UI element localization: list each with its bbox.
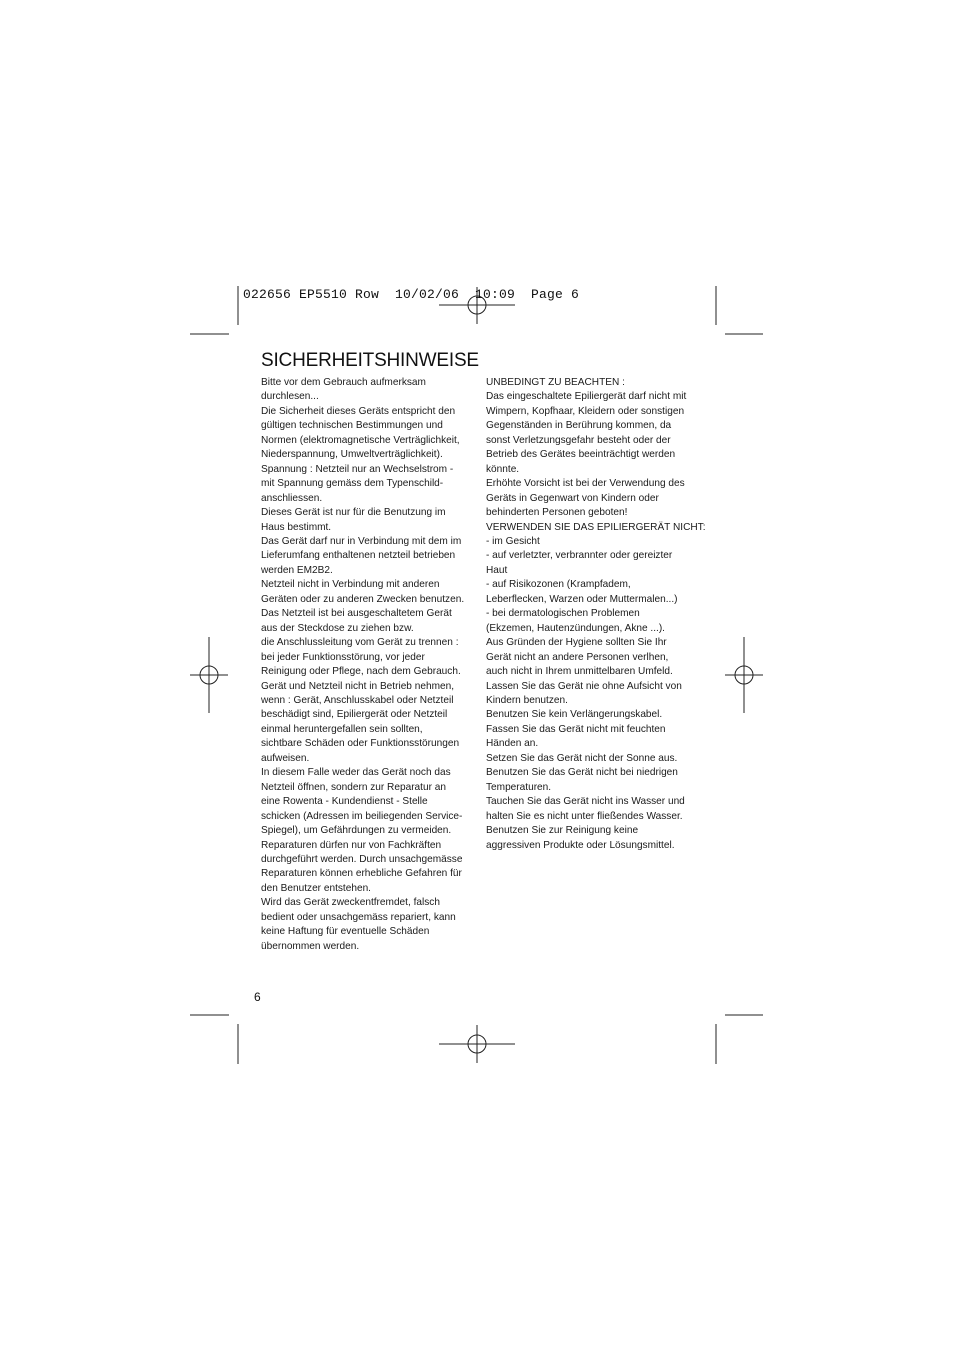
text-line: - auf Risikozonen (Krampfadem, — [486, 579, 631, 591]
text-line: VERWENDEN SIE DAS EPILIERGERÄT NICHT: — [486, 521, 706, 533]
text-line: durchlesen... — [261, 391, 319, 403]
text-line: bei jeder Funktionsstörung, vor jeder — [261, 651, 425, 663]
text-line: eine Rowenta - Kundendienst - Stelle — [261, 796, 428, 808]
text-line: Spiegel), um Gefährdungen zu vermeiden. — [261, 825, 452, 837]
text-line: Kindern benutzen. — [486, 694, 568, 706]
text-line: wenn : Gerät, Anschlusskabel oder Netzteil — [261, 694, 454, 706]
text-line: halten Sie es nicht unter fließendes Wasser. — [486, 810, 683, 822]
text-line: Geräten oder zu anderen Zwecken benutzen. — [261, 593, 465, 605]
text-line: beschädigt sind, Epiliergerät oder Netzteil — [261, 709, 448, 721]
text-line: aufweisen. — [261, 752, 310, 764]
text-line: - im Gesicht — [486, 535, 540, 547]
text-line: Gerät und Netzteil nicht in Betrieb nehmen, — [261, 680, 455, 692]
text-line: gültigen technischen Bestimmungen und — [261, 420, 443, 432]
text-line: einmal heruntergefallen sein sollten, — [261, 723, 423, 735]
text-line: Niederspannung, Umweltverträglichkeit). — [261, 449, 443, 461]
text-line: Fassen Sie das Gerät nicht mit feuchten — [486, 723, 666, 735]
text-line: Haut — [486, 564, 508, 576]
text-line: Temperaturen. — [486, 781, 552, 793]
text-line: anschliessen. — [261, 492, 323, 504]
text-line: UNBEDINGT ZU BEACHTEN : — [486, 377, 625, 388]
text-line: den Benutzer entstehen. — [261, 882, 371, 894]
text-line: Bitte vor dem Gebrauch aufmerksam — [261, 377, 426, 388]
text-line: Setzen Sie das Gerät nicht der Sonne aus. — [486, 752, 678, 764]
text-line: - auf verletzter, verbrannter oder gereizter — [486, 550, 673, 562]
text-line: In diesem Falle weder das Gerät noch das — [261, 767, 451, 779]
text-line: mit Spannung gemäss dem Typenschild- — [261, 478, 444, 490]
text-line: übernommen werden. — [261, 940, 360, 952]
text-line: Lieferumfang enthaltenen netzteil betrieben — [261, 550, 456, 562]
text-line: Dieses Gerät ist nur für die Benutzung im — [261, 507, 446, 519]
text-line: Tauchen Sie das Gerät nicht ins Wasser und — [486, 796, 685, 808]
text-line: Das Netzteil ist bei ausgeschaltetem Gerät — [261, 608, 452, 620]
text-line: behinderten Personen geboten! — [486, 507, 628, 519]
text-line: Benutzen Sie das Gerät nicht bei niedrigen — [486, 767, 678, 779]
text-line: Aus Gründen der Hygiene sollten Sie Ihr — [486, 637, 667, 649]
text-line: Geräts in Gegenwart von Kindern oder — [486, 492, 659, 504]
text-line: Das eingeschaltete Epiliergerät darf nicht mit — [486, 391, 687, 403]
text-line: Benutzen Sie zur Reinigung keine — [486, 825, 639, 837]
text-line: Leberflecken, Warzen oder Muttermalen...) — [486, 593, 678, 605]
text-line: - bei dermatologischen Problemen — [486, 608, 640, 620]
text-line: bedient oder unsachgemäss repariert, kann — [261, 911, 456, 923]
text-line: auch nicht in Ihrem unmittelbaren Umfeld. — [486, 666, 673, 678]
text-line: Haus bestimmt. — [261, 521, 332, 533]
text-line: Benutzen Sie kein Verlängerungskabel. — [486, 709, 663, 721]
text-line: aus der Steckdose zu ziehen bzw. — [261, 622, 414, 634]
text-line: Reinigung oder Pflege, nach dem Gebrauch. — [261, 666, 461, 678]
text-line: Netzteil nicht in Verbindung mit anderen — [261, 579, 440, 591]
text-line: sichtbare Schäden oder Funktionsstörungen — [261, 738, 460, 750]
text-line: Händen an. — [486, 738, 539, 750]
text-line: (Ekzemen, Hautenzündungen, Akne ...). — [486, 622, 665, 634]
text-line: Gerät nicht an andere Personen verlhen, — [486, 651, 669, 663]
text-line: Reparaturen dürfen nur von Fachkräften — [261, 839, 442, 851]
text-line: sonst Verletzungsgefahr besteht oder der — [486, 434, 671, 446]
text-line: Betrieb des Gerätes beeinträchtigt werden — [486, 449, 676, 461]
text-line: werden EM2B2. — [261, 564, 333, 576]
text-line: könnte. — [486, 463, 520, 475]
page-title: SICHERHEITSHINWEISE — [261, 350, 479, 371]
text-line: durchgeführt werden. Durch unsachgemässe — [261, 853, 463, 865]
right-text-column — [486, 376, 706, 853]
print-slug-line: 022656 EP5510 Row 10/02/06 10:09 Page 6 — [243, 287, 580, 302]
text-line: Netzteil öffnen, sondern zur Reparatur an — [261, 781, 446, 793]
registration-mark-right — [725, 637, 763, 713]
text-line: Gegenständen in Berührung kommen, da — [486, 420, 672, 432]
text-line: keine Haftung für eventuelle Schäden — [261, 926, 430, 938]
text-line: die Anschlussleitung vom Gerät zu trennen : — [261, 637, 459, 649]
text-line: Wimpern, Kopfhaar, Kleidern oder sonstigen — [486, 405, 685, 417]
text-line: Spannung : Netzteil nur an Wechselstrom - — [261, 463, 454, 475]
text-line: aggressiven Produkte oder Lösungsmittel. — [486, 839, 675, 851]
registration-mark-bottom — [439, 1025, 515, 1063]
text-line: Das Gerät darf nur in Verbindung mit dem im — [261, 535, 462, 547]
text-line: Wird das Gerät zweckentfremdet, falsch — [261, 897, 440, 909]
text-line: Die Sicherheit dieses Geräts entspricht den — [261, 405, 456, 417]
text-line: Reparaturen können erhebliche Gefahren für — [261, 868, 462, 880]
registration-mark-left — [190, 637, 228, 713]
text-line: Lassen Sie das Gerät nie ohne Aufsicht von — [486, 680, 682, 692]
text-line: Normen (elektromagnetische Verträglichkeit, — [261, 434, 460, 446]
page-number: 6 — [254, 990, 261, 1004]
text-line: Erhöhte Vorsicht ist bei der Verwendung des — [486, 478, 685, 490]
left-text-column — [261, 376, 464, 954]
text-line: schicken (Adressen im beiliegenden Service- — [261, 810, 463, 822]
